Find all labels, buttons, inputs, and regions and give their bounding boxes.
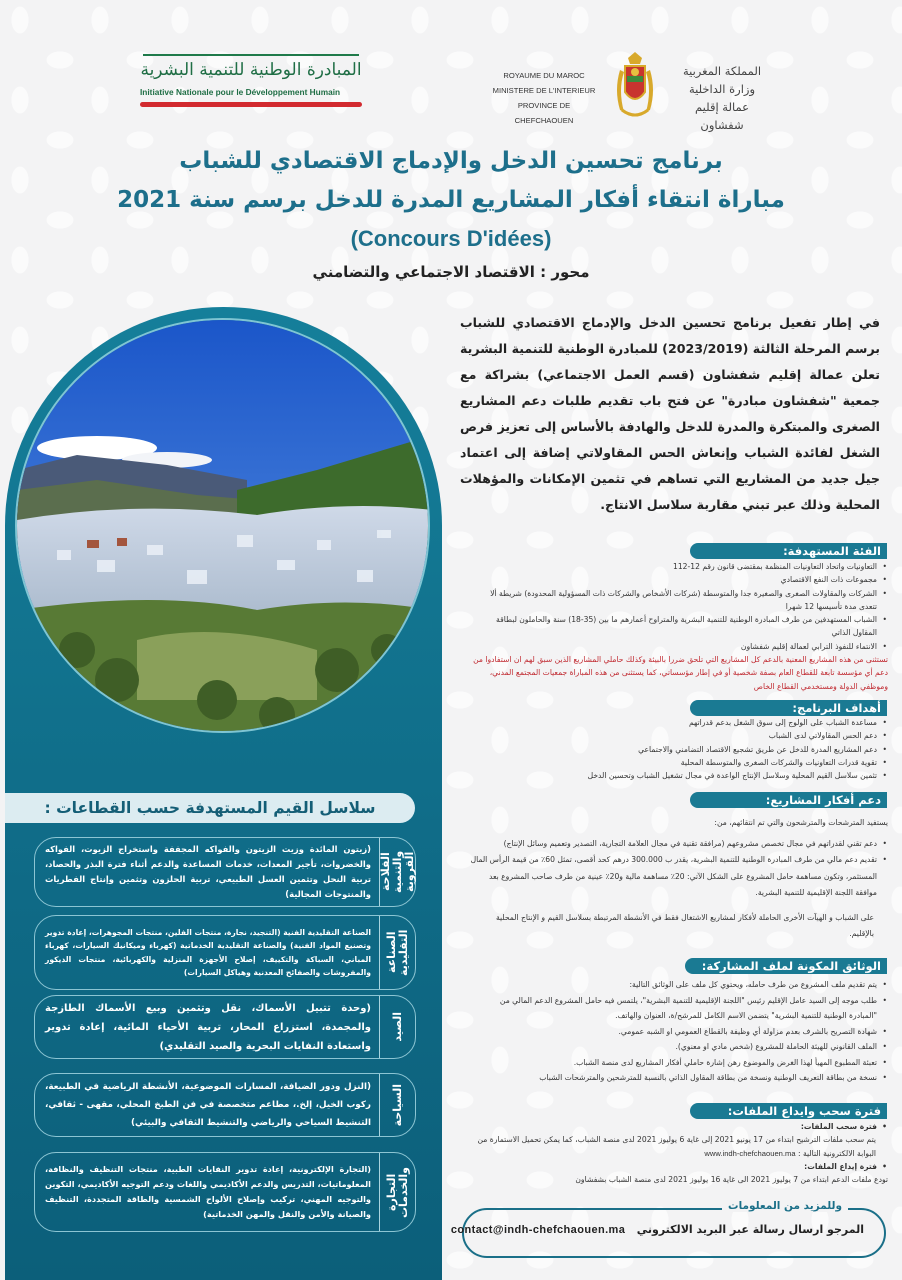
indh-green-line [143,54,359,56]
sector-label-text: الصناعة التقليدية [384,929,410,976]
sector-fishing [34,995,416,1059]
indh-arabic-name: المبادرة الوطنية للتنمية البشرية [140,60,362,80]
ministry-fr-line: PROVINCE DE CHEFCHAOUEN [514,101,574,125]
period-section [470,1120,888,1186]
sector-description: (وحدة تتبيل الأسماك، نقل وتثمين وبيع الأسماك الطازجة والمجمدة، استزراع المحار، تربية الأحياء المائية، إعادة تدوير واستعادة النفايات البحرية والصيد التقليدي) [45,1002,371,1052]
support-section [470,815,888,943]
deposit-title: • فترة إيداع الملفات: [470,1160,888,1173]
contact-email-link[interactable]: contact@indh-chefchaouen.ma [450,1224,626,1236]
deposit-text: تودع ملفات الدعم ابتداء من 7 يوليوز 2021 الى غاية 16 يوليوز 2021 لدى منصة الشباب بشفشاون [575,1175,888,1185]
sector-label [379,916,415,989]
sector-agriculture [34,837,416,907]
indh-red-bar [140,102,362,107]
contact-legend: وللمزيد من المعلومات [722,1200,848,1212]
objectives-heading: أهداف البرنامج: [690,700,887,716]
ministry-french [488,68,600,128]
ministry-ar-line: وزارة الداخلية [688,82,756,96]
contact-line [451,1223,864,1236]
ministry-ar-line: عمالة إقليم شفشاون [695,100,749,132]
documents-heading: الوثائق المكونة لملف المشاركة: [685,958,887,974]
indh-french-name: Initiative Nationale pour le Développement Humain [140,87,341,97]
list-item: • التعاونيات واتحاد التعاونيات المنظمة بمقتضى قانون رقم 12-112 [470,560,888,573]
sector-label-text: السياحة [390,1083,404,1127]
sector-label [379,996,415,1058]
concours-title: (Concours D'idées) [350,226,552,251]
sector-label-text: الصيد [390,1012,404,1042]
sector-handicraft [34,915,416,990]
sector-label [379,838,415,906]
ministry-arabic [672,62,772,134]
sector-tourism [34,1073,416,1137]
intro-paragraph: في إطار تفعيل برنامج تحسين الدخل والإدماج الاقتصادي للشباب برسم المرحلة الثالثة (2023/2019) للمبادرة الوطنية للتنمية البشرية تعلن عمالة إقليم شفشاون (قسم العمل الاجتماعي) بشراكة مع جمعية "شفشاون مبادرة" عن فتح باب تقديم طلبات دعم المشاريع الصغرى والمبتكرة والمدرة للدخل والهادفة بالأساس إلى تعزيز فرص الشغل لفائدة الشباب وإنعاش الحس المقاولاتي إضافة إلى اعتماد جيل جديد من المشاريع التي تساهم في تثمين الإمكانات والمؤهلات المحلية وذلك عبر تبني مقاربة سلاسل الانتاج. [460,315,881,512]
list-item: • مساعدة الشباب على الولوج إلى سوق الشغل بدعم قدراتهم [470,716,888,729]
list-item: • دعم الحس المقاولاتي لدى الشباب [470,729,888,742]
program-title: برنامج تحسين الدخل والإدماج الاقتصادي للشباب [179,148,723,174]
list-item: • تثمين سلاسل القيم المحلية وسلاسل الإنتاج الواعدة في مجال تشغيل الشباب وتحسين الدخل [470,769,888,782]
chefchaouen-photo [15,318,430,733]
competition-title: مباراة انتقاء أفكار المشاريع المدرة للدخل برسم سنة 2021 [117,187,785,213]
withdraw-title: • فترة سحب الملفات: [470,1120,888,1133]
list-item: • تقديم دعم مالي من طرف المبادرة الوطنية للتنمية البشرية، يقدر ب 300.000 درهم كحد أقصى، تمثل 60٪ من قيمة الرأس المال المستثمر، وتكون مساهمة حامل المشروع على الشكل الآتي: 20٪ مساهمة مالية و20٪ عينية من طرف صاحب المشروع بعد موافقة اللجنة الإقليمية للتنمية البشرية. [470,852,888,902]
sector-description: (التجارة الإلكترونية، إعادة تدوير النفايات الطبية، منتجات التنظيف والنظافة، المعلوماتيات، التدريس والدعم الأكاديمي واللغات ودعم التوجيه الأكاديمي، التكوين والتوجيه المهني، تركيب وإصلاح الألواح الشمسية والطاقة المتجددة، التنظيف والصيانة والأمن والنقل والمهن الخدماتية) [45,1164,371,1219]
ministry-ar-line: المملكة المغربية [682,64,762,78]
list-item: • دعم تقني لقدراتهم في مجال تخصص مشروعهم (مرافقة تقنية في مجال العلامة التجارية، التصدير وتعميم وسائل الإنتاج) [470,836,888,853]
list-item: • الشباب المستهدفين من طرف المبادرة الوطنية للتنمية البشرية والمتراوح أعمارهم ما بين (35-18) سنة والحاملون لبطاقة المقاول الذاتي [470,613,888,640]
list-item: • الانتماء للنفوذ الترابي لعمالة إقليم شفشاون [470,640,888,653]
sector-description: الصناعة التقليدية الفنية (التنجيد، نجارة، منتجات الفلين، منتجات المجوهرات، إعادة تدوير وتصنيع المواد الفنية) والصناعة التقليدية الخدماتية (كهرباء وميكانيك السيارات، كهرباء المباني، السباكة والتكييف، إصلاح الأجهزة المنزلية والكهربائية، منتجات الديكور والمفروشات والصفائح المعدنية وهياكل السيارات) [45,927,371,977]
support-lead: يستفيد المترشحات والمترشحون والتي تم انتقائهم، من: [714,818,888,827]
period-heading: فترة سحب وايداع الملفات: [690,1103,887,1119]
documents-list [470,977,888,1086]
sector-trade-services [34,1152,416,1232]
city-photo-icon [17,320,430,733]
indh-logo [140,54,362,114]
header [0,40,902,130]
list-item: • طلب موجه إلى السيد عامل الإقليم رئيس "اللجنة الإقليمية للتنمية البشرية"، يلتمس فيه حامل المشروع الدعم المالي من "المبادرة الوطنية للتنمية البشرية" يتضمن الاسم الكامل للمرشح/ة، العنوان والهاتف. [470,993,888,1024]
list-item: • الشركات والمقاولات الصغرى والصغيرة جدا والمتوسطة (شركات الأشخاص والشركات ذات المسؤولية المحدودة) شريطة ألا تتعدى مدة تأسيسها 12 شهرا [470,587,888,614]
list-item: • دعم المشاريع المدرة للدخل عن طريق تشجيع الاقتصاد التضامني والاجتماعي [470,743,888,756]
list-item: • تقوية قدرات التعاونيات والشركات الصغرى والمتوسطة المحلية [470,756,888,769]
sector-label [379,1153,415,1231]
sector-description: (زيتون المائدة وزيت الزيتون والفواكه المجففة واستخراج الزيوت، الفواكه والخضروات، تأجير المعدات، خدمات المساعدة والدعم أثناء فترة البذر والحصاد، تربية النحل وتثمين العسل الطبيعي، تربية الحلزون وتثمين وإنتاج الفطريات والمنتوجات المجالية) [45,844,371,899]
contact-box [450,1200,886,1258]
target-group-list [470,560,888,693]
ministry-fr-line: MINISTERE DE L'INTERIEUR [492,86,596,95]
sector-label-text: الفلاحة والتنمية القروية [378,850,416,894]
title-block [0,142,902,286]
ministry-fr-line: ROYAUME DU MAROC [503,71,585,80]
target-group-heading: الفئة المستهدفة: [690,543,887,559]
portal-link[interactable]: www.indh-chefchaouen.ma [704,1148,796,1158]
support-heading: دعم أفكار المشاريع: [690,792,887,808]
axis-title: محور : الاقتصاد الاجتماعي والتضامني [312,263,590,281]
sector-label [379,1074,415,1136]
sector-description: (النزل ودور الضيافة، المسارات الموضوعية، الأنشطة الرياضية في الطبيعة، ركوب الخيل، إلخ.، مطاعم متخصصة في فن الطبخ المحلي، مقهى - ثقافي، التنشيط السياحي والرياضي والتنشيط الثقافي والبيئي) [45,1082,371,1128]
sector-label-text: التجارة والخدمات [384,1166,410,1218]
list-item: • شهادة التصريح بالشرف بعدم مزاولة أي وظيفة بالقطاع العمومي او الشبه عمومي. [470,1024,888,1040]
value-chains-title: سلاسل القيم المستهدفة حسب القطاعات : [5,793,415,823]
exclusion-note: تستثنى من هذه المشاريع المعنية بالدعم كل المشاريع التي تلحق ضررا بالبيئة وكذلك حاملي المشاريع الذين سبق لهم ان استفادوا من دعم أي مؤسسة تابعة للقطاع العام بصفة شخصية أو في إطار مؤسساتي، كما يستثنى من هذه المباراة جمعيات المجتمع المدني، وموظفي الدولة ومستخدمي القطاع الخاص [473,655,888,691]
list-item: • يتم تقديم ملف المشروع من طرف حامله، ويحتوي كل ملف على الوثائق التالية: [470,977,888,993]
objectives-list [470,716,888,782]
list-item: • الملف القانوني للهيئة الحاملة للمشروع (شخص مادي او معنوي). [470,1039,888,1055]
contact-instruction: المرجو ارسال رسالة عبر البريد الالكتروني [636,1223,864,1236]
withdraw-text: يتم سحب ملفات الترشيح ابتداء من 17 يونيو 2021 إلى غاية 6 يوليوز 2021 لدى منصة الشباب، كما يمكن تحميل الاستمارة من البوابة الالكترونية التالية : [477,1135,876,1158]
list-item: • تعبئة المطبوع المهيأ لهذا الغرض والموضوع رهن إشارة حاملي أفكار المشاريع لدى منصة الشباب. [470,1055,888,1071]
support-note: على الشباب و الهيآت الأخرى الحاملة لأفكار لمشاريع الاشتغال فقط في الأنشطة المرتبطة بسلاسل القيم و الإنتاج المحلية بالإقليم. [495,912,874,938]
coat-of-arms-icon [610,50,660,120]
list-item: • نسخة من بطاقة التعريف الوطنية ونسخة من بطاقة المقاول الذاتي بالنسبة للمترشحين والمترشحات الشباب [470,1070,888,1086]
list-item: • مجموعات ذات النفع الاقتصادي [470,573,888,586]
